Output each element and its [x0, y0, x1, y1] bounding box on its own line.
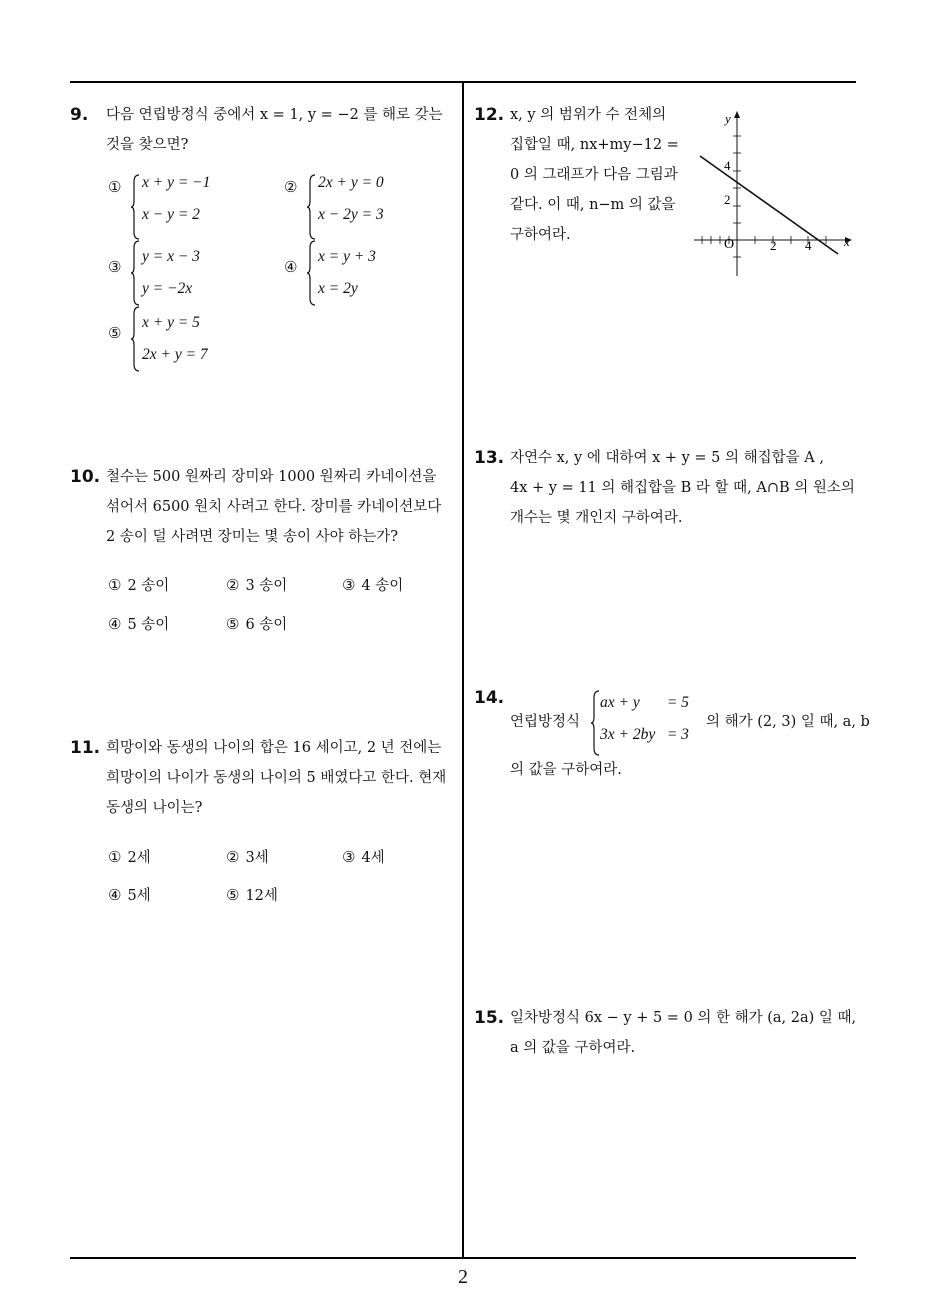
option-text: 12세 — [245, 888, 278, 904]
option-mark: ① — [108, 576, 122, 594]
question-number: 15. — [474, 1008, 505, 1028]
question-number: 12. — [474, 105, 505, 125]
q11-option-4[interactable] — [108, 884, 151, 905]
q12-graph — [690, 110, 860, 280]
x-axis-label: x — [844, 234, 850, 249]
option-mark: ② — [226, 576, 240, 594]
question-text-line: 희망이의 나이가 동생의 나이의 5 배였다고 한다. 현재 — [106, 770, 447, 786]
question-text-line: 2 송이 덜 사려면 장미는 몇 송이 사야 하는가? — [106, 529, 398, 545]
equation: x − y = 2 — [142, 206, 200, 223]
q14-system — [510, 690, 870, 760]
option-mark: ④ — [108, 886, 122, 904]
question-text-line: 철수는 500 원짜리 장미와 1000 원짜리 카네이션을 — [106, 469, 437, 485]
question-number: 9. — [70, 105, 89, 125]
equation: ax + y = 5 — [600, 694, 689, 711]
q11-option-5[interactable] — [226, 884, 278, 905]
option-mark: ④ — [108, 615, 122, 633]
q10-option-5[interactable] — [226, 613, 287, 634]
brace-icon — [306, 240, 316, 306]
q10-option-4[interactable] — [108, 613, 169, 634]
option-mark: ⑤ — [226, 615, 240, 633]
question-text-line: 4x + y = 11 의 해집합을 B 라 할 때, A∩B 의 원소의 — [510, 480, 855, 496]
origin-label: O — [724, 237, 735, 252]
option-text: 5 송이 — [127, 617, 170, 633]
option-text: 2 송이 — [127, 578, 170, 594]
q10-option-3[interactable] — [342, 574, 403, 595]
brace-icon — [130, 306, 140, 372]
question-text-line: 일차방정식 6x − y + 5 = 0 의 한 해가 (a, 2a) 일 때, — [510, 1010, 857, 1026]
equation: x − 2y = 3 — [318, 206, 384, 223]
option-mark: ② — [226, 848, 240, 866]
equation: y = x − 3 — [142, 248, 200, 265]
question-text-line: x, y 의 범위가 수 전체의 — [510, 107, 667, 123]
option-mark: ① — [108, 848, 122, 866]
equation: 3x + 2by = 3 — [600, 726, 689, 743]
q11-option-1[interactable] — [108, 846, 151, 867]
question-text-line: 의 값을 구하여라. — [510, 762, 622, 778]
question-text-line: 희망이와 동생의 나이의 합은 16 세이고, 2 년 전에는 — [106, 740, 442, 756]
equation: x = 2y — [318, 280, 358, 297]
question-text-line: 개수는 몇 개인지 구하여라. — [510, 510, 683, 526]
question-text-line: 구하여라. — [510, 227, 571, 243]
option-mark: ③ — [108, 258, 122, 276]
option-text: 3세 — [245, 850, 269, 866]
y-axis-label: y — [725, 111, 731, 126]
question-text-line: a 의 값을 구하여라. — [510, 1040, 636, 1056]
option-mark: ③ — [342, 576, 356, 594]
column-divider — [462, 81, 464, 1258]
equation: x = y + 3 — [318, 248, 376, 265]
option-text: 4세 — [361, 850, 385, 866]
brace-icon — [306, 174, 316, 240]
question-text-line: 동생의 나이는? — [106, 800, 203, 816]
option-text: 2세 — [127, 850, 151, 866]
brace-icon — [590, 690, 600, 756]
y-tick-label: 4 — [724, 158, 731, 173]
question-12 — [474, 100, 690, 250]
brace-icon — [130, 174, 140, 240]
option-mark: ⑤ — [226, 886, 240, 904]
q14-prefix: 연립방정식 — [510, 714, 581, 730]
question-14-continued — [510, 755, 860, 785]
equation: 2x + y = 7 — [142, 346, 208, 363]
question-text-line: 같다. 이 때, n−m 의 값을 — [510, 197, 676, 213]
question-number: 11. — [70, 738, 101, 758]
equation: x + y = 5 — [142, 314, 200, 331]
question-text-line: 섞어서 6500 원치 사려고 한다. 장미를 카네이션보다 — [106, 499, 442, 515]
option-text: 6 송이 — [245, 617, 288, 633]
question-number: 14. — [474, 688, 505, 708]
question-text-line: 0 의 그래프가 다음 그림과 — [510, 167, 678, 183]
question-11 — [70, 733, 456, 823]
equation: x + y = −1 — [142, 174, 211, 191]
option-mark: ① — [108, 178, 122, 196]
page-number: 2 — [458, 1266, 468, 1288]
brace-icon — [130, 240, 140, 306]
question-10 — [70, 462, 456, 552]
question-number: 13. — [474, 448, 505, 468]
q11-option-2[interactable] — [226, 846, 269, 867]
option-mark: ② — [284, 178, 298, 196]
bottom-rule — [70, 1257, 856, 1259]
question-13 — [474, 443, 860, 533]
question-number: 10. — [70, 467, 101, 487]
question-text-line: 집합일 때, nx+my−12 = — [510, 137, 679, 153]
q10-option-2[interactable] — [226, 574, 287, 595]
q11-option-3[interactable] — [342, 846, 385, 867]
q14-suffix: 의 해가 (2, 3) 일 때, a, b — [706, 714, 870, 730]
x-tick-label: 4 — [805, 238, 812, 253]
option-text: 5세 — [127, 888, 151, 904]
equation: y = −2x — [142, 280, 193, 297]
question-9 — [70, 100, 456, 160]
equation: 2x + y = 0 — [318, 174, 384, 191]
q10-option-1[interactable] — [108, 574, 169, 595]
option-text: 3 송이 — [245, 578, 288, 594]
question-text-line: 자연수 x, y 에 대하여 x + y = 5 의 해집합을 A , — [510, 450, 824, 466]
question-text-line: 것을 찾으면? — [106, 137, 189, 153]
y-tick-label: 2 — [724, 192, 731, 207]
option-mark: ④ — [284, 258, 298, 276]
question-15 — [474, 1003, 860, 1063]
option-mark: ⑤ — [108, 324, 122, 342]
option-text: 4 송이 — [361, 578, 404, 594]
y-axis-arrow-icon — [734, 111, 740, 118]
x-tick-label: 2 — [770, 238, 777, 253]
graph-line — [700, 156, 838, 254]
question-text-line: 다음 연립방정식 중에서 x = 1, y = −2 를 해로 갖는 — [106, 107, 443, 123]
option-mark: ③ — [342, 848, 356, 866]
